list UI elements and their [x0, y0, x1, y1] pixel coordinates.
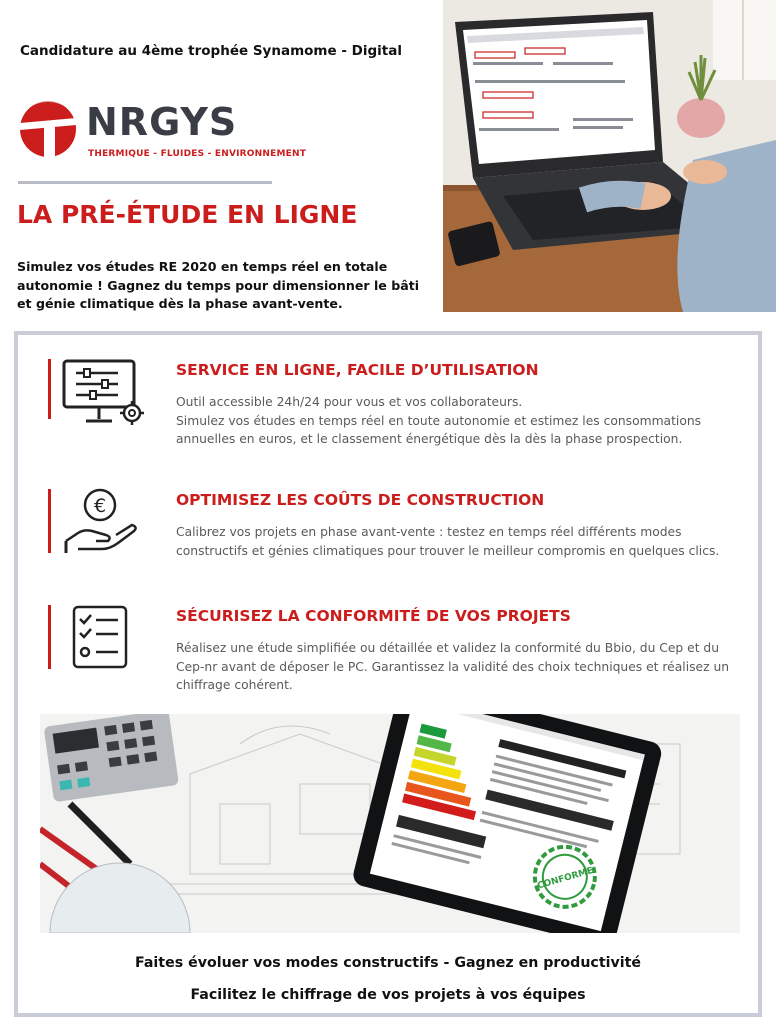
tablet-blueprint-illustration: [40, 714, 740, 933]
slogan-productivite: Faites évoluer vos modes constructifs - Gagnez en productivité: [135, 955, 641, 971]
candidature-label: Candidature au 4ème trophée Synamome - Digital: [20, 43, 402, 59]
feature-line: Simulez vos études en temps réel en toute autonomie et estimez les consommations annuelles en euros, et le classement énergétique dès la dès la phase prospection.: [176, 413, 702, 446]
euro-hand-icon: [62, 487, 144, 557]
feature-description: [176, 393, 746, 449]
laptop-photo-illustration: [443, 0, 776, 312]
monitor-settings-icon: [62, 359, 144, 427]
logo-tagline: THERMIQUE - FLUIDES - ENVIRONNEMENT: [88, 149, 307, 159]
header-divider: [18, 181, 272, 184]
hero-photo: [443, 0, 776, 312]
conforme-stamp: CONFORME: [536, 866, 595, 892]
feature-securisez-conformite: [32, 601, 752, 701]
feature-description: [176, 523, 746, 560]
feature-title: SÉCURISEZ LA CONFORMITÉ DE VOS PROJETS: [176, 607, 571, 625]
feature-accent-bar: [48, 489, 51, 553]
feature-line: Calibrez vos projets en phase avant-vente : testez en temps réel différents modes constructifs et génies climatiques pour trouver le meilleur compromis en quelques clics.: [176, 525, 720, 558]
feature-service-en-ligne: [32, 355, 752, 465]
checklist-icon: [62, 605, 144, 671]
svg-text:€: €: [93, 495, 107, 517]
feature-optimisez-couts: [32, 487, 752, 577]
page-title: LA PRÉ-ÉTUDE EN LIGNE: [17, 200, 358, 229]
features-card: [14, 331, 762, 1017]
logo-mark-icon: [18, 98, 78, 160]
feature-accent-bar: [48, 605, 51, 669]
intro-text: Simulez vos études RE 2020 en temps réel en totale autonomie ! Gagnez du temps pour dimensionner le bâti et génie climatique dès la phase avant-vente.: [17, 259, 420, 311]
slogan-chiffrage: Facilitez le chiffrage de vos projets à vos équipes: [190, 987, 586, 1003]
tablet-blueprint-photo: [40, 714, 740, 933]
feature-accent-bar: [48, 359, 51, 419]
feature-title: SERVICE EN LIGNE, FACILE D’UTILISATION: [176, 361, 539, 379]
feature-line: Outil accessible 24h/24 pour vous et vos collaborateurs.: [176, 395, 523, 409]
logo-name: NRGYS: [86, 100, 238, 144]
feature-title: OPTIMISEZ LES COÛTS DE CONSTRUCTION: [176, 491, 545, 509]
feature-description: [176, 639, 746, 695]
feature-line: Réalisez une étude simplifiée ou détaillée et validez la conformité du Bbio, du Cep et du Cep-nr avant de déposer le PC. Garantissez la validité des choix techniques et réalisez un chiffrage cohérent.: [176, 641, 730, 692]
nrgys-logo: [18, 98, 307, 164]
